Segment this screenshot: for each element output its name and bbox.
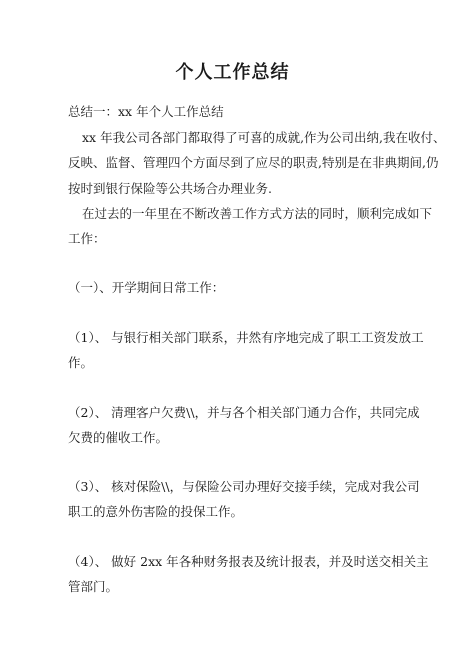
list-item-1-line-2: 作。 xyxy=(68,355,94,370)
paragraph2-line-2: 工作： xyxy=(68,231,106,246)
list-item-1-line-1: （1）、 与银行相关部门联系，井然有序地完成了职工工资发放工 xyxy=(68,330,424,345)
intro-line-3: 按时到银行保险等公共场合办理业务. xyxy=(68,181,272,196)
list-item-3-line-1: （3）、 核对保险\\，与保险公司办理好交接手续，完成对我公司 xyxy=(68,479,420,494)
subsection-heading: （一）、开学期间日常工作： xyxy=(68,280,225,295)
list-item-2-line-1: （2）、 清理客户欠费\\，并与各个相关部门通力合作，共同完成 xyxy=(68,405,420,420)
document-title: 个人工作总结 xyxy=(175,62,290,83)
list-item-2-line-2: 欠费的催收工作。 xyxy=(68,430,169,445)
list-item-4-line-2: 管部门。 xyxy=(68,579,119,594)
intro-line-2: 反映、监督、管理四个方面尽到了应尽的职责,特别是在非典期间,仍 xyxy=(68,155,439,170)
section-heading: 总结一：xx 年个人工作总结 xyxy=(68,104,224,119)
list-item-4-line-1: （4）、 做好 2xx 年各种财务报表及统计报表，并及时送交相关主 xyxy=(68,554,429,569)
list-item-3-line-2: 职工的意外伤害险的投保工作。 xyxy=(68,504,244,519)
intro-line-1: xx 年我公司各部门都取得了可喜的成就,作为公司出纳,我在收付、 xyxy=(82,130,446,145)
paragraph2-line-1: 在过去的一年里在不断改善工作方式方法的同时，顺利完成如下 xyxy=(82,206,433,221)
